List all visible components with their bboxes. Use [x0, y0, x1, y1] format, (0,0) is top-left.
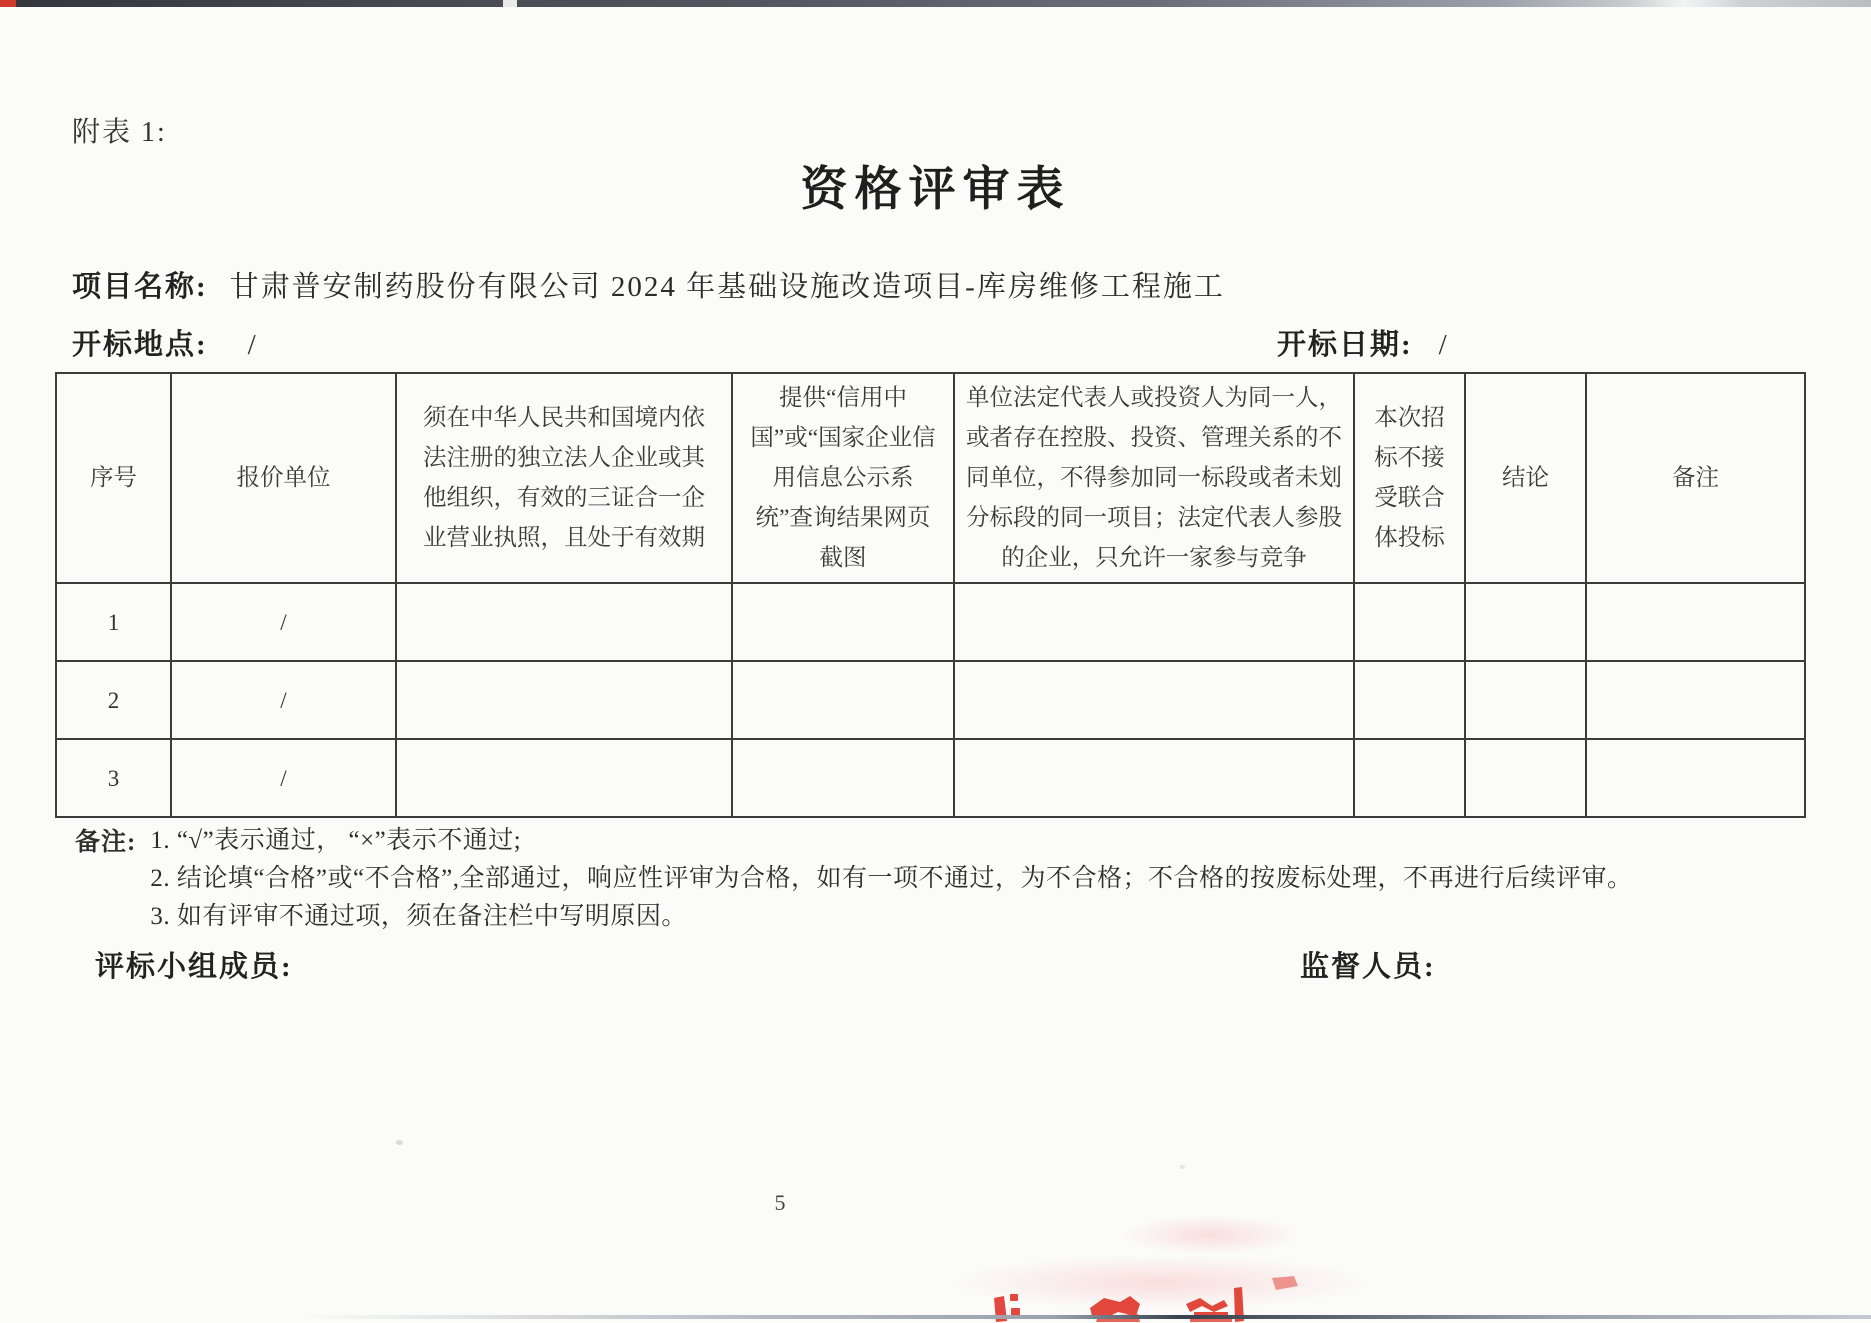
table-cell: [1354, 661, 1465, 739]
bid-opening-date-row: [1277, 322, 1449, 363]
column-header-remark: 备注: [1586, 373, 1805, 583]
appendix-label: 附表 1:: [72, 117, 167, 148]
qualification-review-table: [55, 372, 1806, 818]
project-name-label: 项目名称:: [72, 271, 208, 303]
table-cell: [954, 583, 1354, 661]
column-header-no-consortium: 本次招标不接受联合体投标: [1354, 373, 1465, 583]
serial-cell: 3: [56, 739, 171, 817]
notes-list: [150, 822, 1632, 936]
scan-edge-bottom: [300, 1315, 1871, 1319]
table-cell: [954, 661, 1354, 739]
table-cell: [1354, 739, 1465, 817]
project-name-row: [72, 264, 1225, 305]
bidder-cell: /: [171, 661, 396, 739]
evaluation-team-label: 评标小组成员:: [95, 951, 293, 983]
column-header-bidder: 报价单位: [171, 373, 396, 583]
column-header-conclusion: 结论: [1465, 373, 1586, 583]
bidder-cell: /: [171, 583, 396, 661]
note-item: 1. “√”表示通过， “×”表示不通过;: [150, 827, 522, 854]
column-header-legal-entity: 须在中华人民共和国境内依法注册的独立法人企业或其他组织，有效的三证合一企业营业执照，且处于有效期: [396, 373, 732, 583]
bid-opening-place-row: [72, 322, 258, 363]
column-header-serial: 序号: [56, 373, 171, 583]
table-cell: [396, 739, 732, 817]
remark-cell: [1586, 661, 1805, 739]
remark-cell: [1586, 739, 1805, 817]
red-scan-mark: [0, 0, 16, 7]
supervisor-label: 监督人员:: [1300, 951, 1436, 983]
table-header-row: [56, 373, 1805, 583]
table-cell: [396, 661, 732, 739]
scan-speck: [1180, 1165, 1185, 1169]
conclusion-cell: [1465, 583, 1586, 661]
column-header-credit-screenshot: 提供“信用中国”或“国家企业信用信息公示系统”查询结果网页截图: [732, 373, 954, 583]
note-item: 3. 如有评审不通过项，须在备注栏中写明原因。: [150, 903, 687, 930]
notes-block: [75, 822, 1865, 936]
bid-opening-date-value: /: [1438, 329, 1449, 361]
page-title: 资格评审表: [800, 164, 1071, 216]
serial-cell: 1: [56, 583, 171, 661]
serial-cell: 2: [56, 661, 171, 739]
conclusion-cell: [1465, 739, 1586, 817]
bid-opening-date-label: 开标日期:: [1277, 329, 1413, 361]
table-cell: [732, 661, 954, 739]
page-number: 5: [774, 1190, 786, 1215]
table-cell: [1354, 583, 1465, 661]
conclusion-cell: [1465, 661, 1586, 739]
table-row: [56, 661, 1805, 739]
table-row: [56, 583, 1805, 661]
scan-edge-top: [0, 0, 1871, 7]
stamp-smudge: [1120, 1215, 1300, 1255]
table-cell: [396, 583, 732, 661]
project-name-value: 甘肃普安制药股份有限公司 2024 年基础设施改造项目-库房维修工程施工: [229, 271, 1225, 303]
bid-opening-place-label: 开标地点:: [72, 329, 208, 361]
remark-cell: [1586, 583, 1805, 661]
scan-edge-notch: [503, 0, 517, 7]
notes-label: 备注:: [75, 829, 137, 856]
table-cell: [732, 739, 954, 817]
bid-opening-place-value: /: [247, 329, 258, 361]
scan-speck: [396, 1140, 403, 1145]
bidder-cell: /: [171, 739, 396, 817]
table-cell: [732, 583, 954, 661]
table-row: [56, 739, 1805, 817]
table-cell: [954, 739, 1354, 817]
column-header-legal-rep-rule: 单位法定代表人或投资人为同一人，或者存在控股、投资、管理关系的不同单位，不得参加同一标段或者未划分标段的同一项目；法定代表人参股的企业，只允许一家参与竞争: [954, 373, 1354, 583]
note-item: 2. 结论填“合格”或“不合格”,全部通过，响应性评审为合格，如有一项不通过，为不合格；不合格的按废标处理，不再进行后续评审。: [150, 865, 1633, 892]
